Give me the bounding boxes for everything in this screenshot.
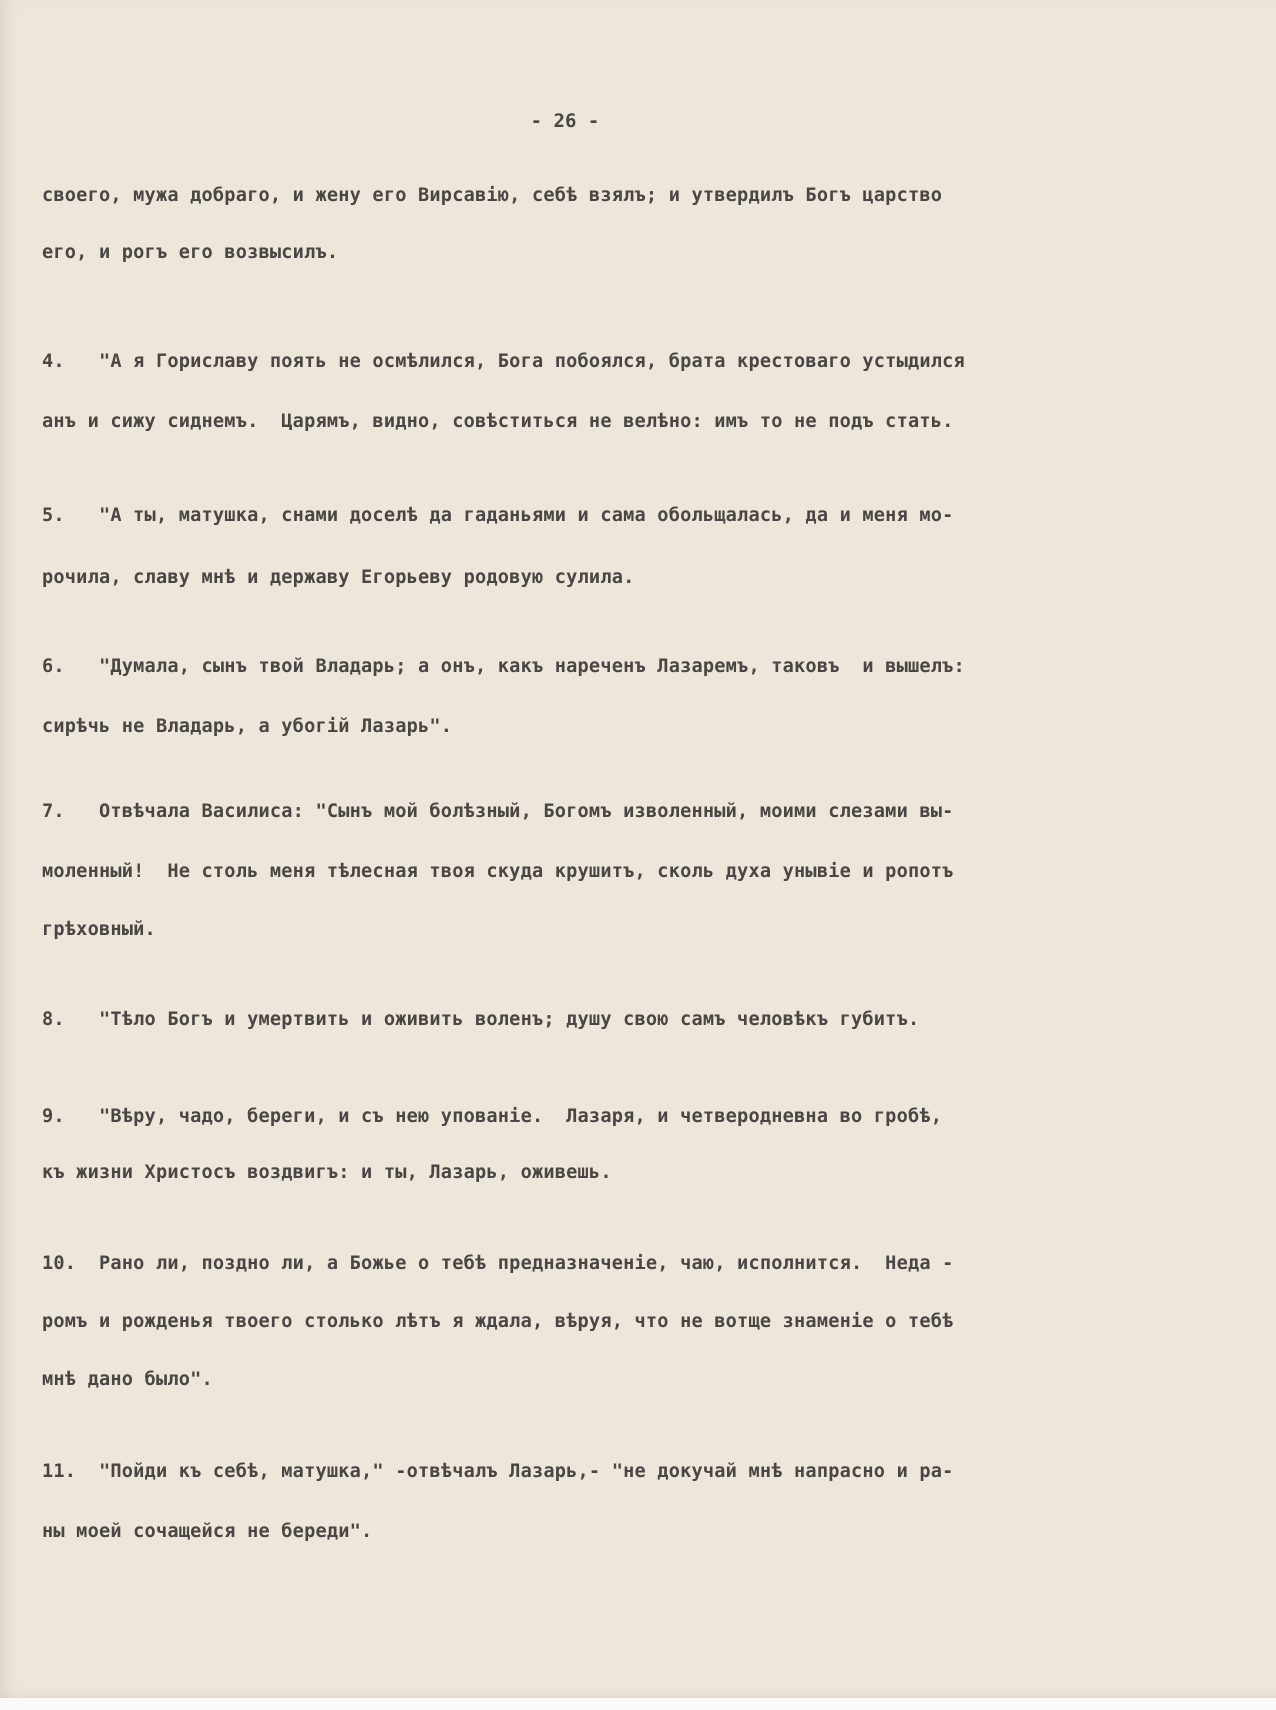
text-line: къ жизни Христосъ воздвигъ: и ты, Лазарь, оживешь. bbox=[42, 1162, 612, 1183]
text-line: рочила, славу мнѣ и державу Егорьеву родовую сулила. bbox=[42, 567, 635, 588]
text-line: 10. Рано ли, поздно ли, а Божье о тебѣ предназначеніе, чаю, исполнится. Неда - bbox=[42, 1253, 954, 1274]
text-line: 6. "Думала, сынъ твой Владарь; а онъ, какъ нареченъ Лазаремъ, таковъ и вышелъ: bbox=[42, 656, 965, 677]
text-line: анъ и сижу сиднемъ. Царямъ, видно, совѣститься не велѣно: имъ то не подъ стать. bbox=[42, 411, 954, 432]
text-line: 5. "А ты, матушка, снами доселѣ да гаданьями и сама обольщалась, да и меня мо- bbox=[42, 505, 954, 526]
text-line: мнѣ дано было". bbox=[42, 1369, 213, 1390]
text-line: 11. "Пойди къ себѣ, матушка," -отвѣчалъ Лазарь,- "не докучай мнѣ напрасно и ра- bbox=[42, 1461, 954, 1482]
text-line: грѣховный. bbox=[42, 919, 156, 940]
text-line: 4. "А я Гориславу поять не осмѣлился, Бога побоялся, брата крестоваго устыдился bbox=[42, 351, 965, 372]
text-line: 8. "Тѣло Богъ и умертвить и оживить воленъ; душу свою самъ человѣкъ губитъ. bbox=[42, 1009, 920, 1030]
text-line: 7. Отвѣчала Василиса: "Сынъ мой болѣзный, Богомъ изволенный, моими слезами вы- bbox=[42, 801, 954, 822]
text-line: своего, мужа добраго, и жену его Вирсавію, себѣ взялъ; и утвердилъ Богъ царство bbox=[42, 185, 943, 206]
text-line: его, и рогъ его возвысилъ. bbox=[42, 242, 339, 263]
text-line: ромъ и рожденья твоего столько лѣтъ я ждала, вѣруя, что не вотще знаменіе о тебѣ bbox=[42, 1311, 954, 1332]
text-line: моленный! Не столь меня тѣлесная твоя скуда крушитъ, сколь духа унывіе и ропотъ bbox=[42, 861, 954, 882]
page-number: - 26 - bbox=[530, 110, 600, 132]
text-line: 9. "Вѣру, чадо, береги, и съ нею упованіе. Лазаря, и четверодневна во гробѣ, bbox=[42, 1106, 943, 1127]
text-line: сирѣчь не Владарь, а убогій Лазарь". bbox=[42, 716, 453, 737]
text-line: ны моей сочащейся не береди". bbox=[42, 1521, 373, 1542]
scan-border bbox=[0, 1698, 1276, 1710]
